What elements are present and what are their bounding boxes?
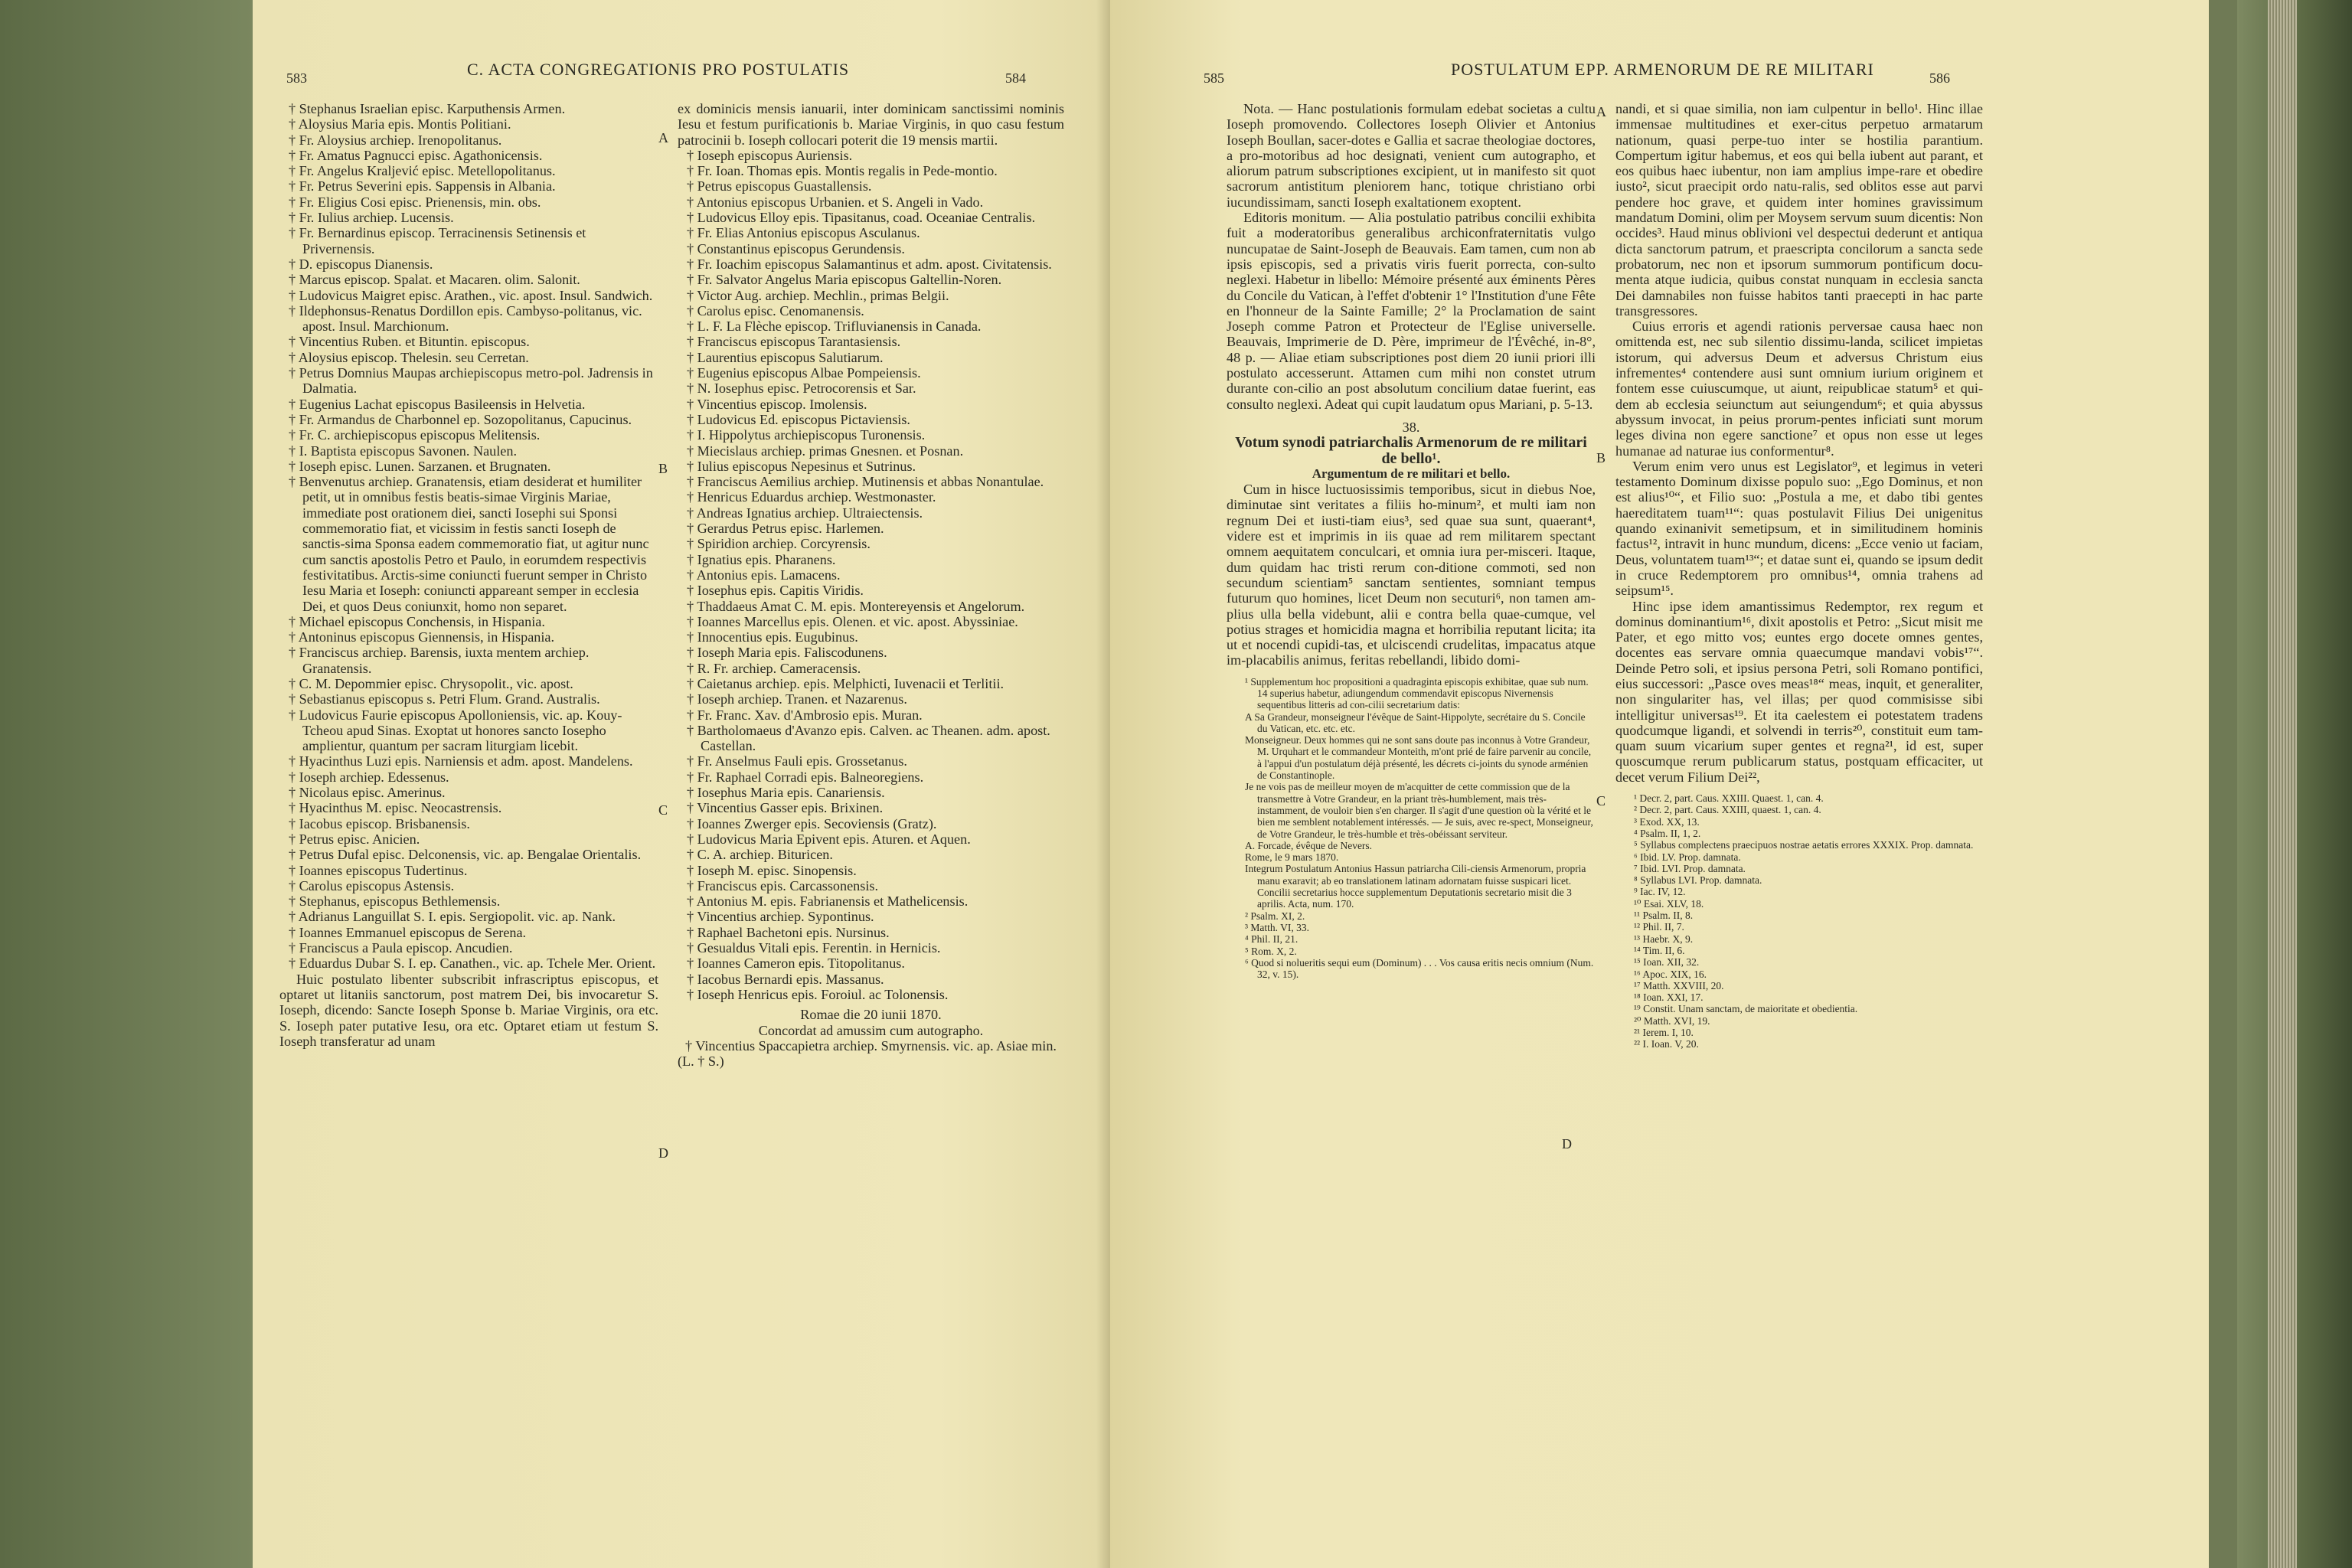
right-page-right-column — [1615, 101, 1983, 1050]
right-column-footnotes — [1615, 792, 1983, 1050]
signatory-entry: † Antonius epis. Lamacens. — [687, 567, 841, 583]
signatory-entry: † Vincentius Gasser epis. Brixinen. — [687, 800, 884, 816]
footnote: ⁶ Quod si nolueritis sequi eum (Dominum) . . . Vos causa eritis necis omnium (Num. 32, v. 15). — [1245, 956, 1594, 981]
signatory-entry: † Vincentius Ruben. et Bituntin. episcopus. — [289, 334, 530, 350]
signatory-entry: † Petrus episcopus Guastallensis. — [687, 178, 872, 194]
page-number-584: 584 — [1005, 70, 1026, 86]
votum-body: Cum in hisce luctuosissimis temporibus, sicut in diebus Noe, diminutae sint veritates a filiis ho-minum², et multi iam non regnum Dei et iusti-tiam eius³, sed quae sua sunt, quaerant⁴, videre est et imprimis in iis quae ad rem militarem spectant omnem aequitatem conculcari, et omnia iura per-misceri. Itaque, dum quidam hac tristi rerum con-ditione commoti, sed non secundum scientiam⁵ sanctam sentientes, somniant tempus futurum quo homines, licet Deum non secuturi⁶, non tamen am-plius ulla bella videbunt, alii e contra bella quae-cumque, vel potius strages et homicidia magna et horribilia reputant licita; ita ut et nocendi cupidi-tas, et ulciscendi crudelitas, impacatus atque im-placabilis animus, feritas rebellandi, libido domi- — [1227, 482, 1596, 668]
votum-continuation-1: nandi, et si quae similia, non iam culpentur in bello¹. Hinc illae immensae multitudines et exer-citus perpetuo armatarum nationum, quasi perpe-tuo inter se hostilia parantium. Compertum igitur habemus, et eos qui bella iubent aut parant, et eos quibus haec iubentur, non iam amplius impe-rare et obedire iusto², sicut praecipit ordo natu-ralis, sed oblitos esse aut parvi pendere hoc grave, et quidem inter homines gravissimum mandatum Domini, olim per Moysem servum suum dicentis: Non occides³. Haud minus oblivioni vel despectui dederunt et antiqua dicta sanctorum patrum, et praescripta concilorum a sancta sede probatorum, nec non et ipsorum summorum pontificum docu-menta atque iudicia, quibus constat nunquam in ecclesia sancta Dei damnabiles non fuisse habitos tanti praecepti in hac parte transgressores. — [1615, 101, 1983, 318]
signatory-entry: † Constantinus episcopus Gerundensis. — [687, 240, 905, 256]
nota-paragraph: Nota. — Hanc postulationis formulam edebat societas a cultu Ioseph promovendo. Collectores Ioseph Olivier et Antonius Ioseph Boullan, sacer-dotes e Gallia et sacrae theologiae doctores, a pro-motoribus ad hoc designati, venient cum autographo, et aliorum patrum subscriptiones excipient, ut in manifesto sit quot sacrorum antistitum pleniorem hanc, totique christiano orbi iucundissimam, sancti Ioseph exaltationem exoptent. — [1227, 101, 1596, 210]
signatory-entry: † Ioseph Maria epis. Faliscodunens. — [687, 645, 887, 661]
footnote: ¹ Decr. 2, part. Caus. XXIII. Quaest. 1, can. 4. — [1634, 792, 1824, 805]
footnote: ²⁰ Matth. XVI, 19. — [1634, 1014, 1710, 1027]
signatory-entry: † C. A. archiep. Bituricen. — [687, 847, 833, 863]
signatory-entry: † Ildephonsus-Renatus Dordillon epis. Cambyso-politanus, vic. apost. Insul. Marchionum. — [289, 302, 642, 335]
signatory-entry: † Fr. Ioan. Thomas epis. Montis regalis in Pede-montio. — [687, 163, 998, 179]
footnote: ³ Exod. XX, 13. — [1634, 815, 1700, 828]
signatory-entry: † Iosephus epis. Capitis Viridis. — [687, 583, 864, 599]
signatory-entry: † Eugenius episcopus Albae Pompeiensis. — [687, 365, 921, 381]
signatory-entry: † Ludovicus Maria Epivent epis. Aturen. et Aquen. — [687, 831, 971, 847]
footnote: Je ne vois pas de meilleur moyen de m'acquitter de cette commission que de la transmettre à Votre Grandeur, en la priant très-humblement, mais très-instamment, de vouloir bien s'en charger. Il s'agit d'une question où la vérité et le bien me semblent notablement intéressés. — Je suis, avec re-spect, Monseigneur, de Votre Grandeur, le très-humble et très-obéissant serviteur. — [1245, 781, 1593, 840]
footnote: ¹² Phil. II, 7. — [1634, 921, 1684, 933]
footnote: ⁶ Ibid. LV. Prop. damnata. — [1634, 851, 1741, 863]
signatory-entry: † Aloysius episcop. Thelesin. seu Cerretan. — [289, 349, 529, 365]
col2-signature-list — [678, 148, 1064, 1002]
signatory-entry: † N. Iosephus episc. Petrocorensis et Sar. — [687, 381, 916, 397]
signatory-entry: † Fr. Aloysius archiep. Irenopolitanus. — [289, 132, 502, 148]
signatory-entry: † Fr. C. archiepiscopus episcopus Melitensis. — [289, 427, 541, 443]
signatory-entry: † Thaddaeus Amat C. M. epis. Montereyensis et Angelorum. — [687, 598, 1025, 614]
signatory-entry: † Carolus episcopus Astensis. — [289, 877, 455, 893]
signatory-entry: † Ioseph archiep. Tranen. et Nazarenus. — [687, 691, 907, 707]
footnote: A Sa Grandeur, monseigneur l'évêque de Saint-Hippolyte, secrétaire du S. Concile du Vatican, etc. etc. etc. — [1245, 710, 1586, 734]
right-running-header: POSTULATUM EPP. ARMENORUM DE RE MILITARI — [1451, 60, 1874, 79]
signatory-entry: † Benvenutus archiep. Granatensis, etiam desiderat et humiliter petit, ut in omnibus festis beatis-simae Virginis Mariae, immediate post orationem diei, sancti Iosephi sui Sponsi commemoratio fiat, et vicissim in festis sancti Ioseph de sanctis-sima Sponsa eadem commemoratio fiat, ut agitur nunc cum sanctis apostolis Petro et Paulo, in eorumdem respectivis festivitatibus. Arctis-sime coniuncti fuerunt semper in Christo Iesu Maria et Ioseph: coniuncti appareant semper in ecclesia Dei, et quos Deus coniunxit, homo non separet. — [289, 474, 649, 614]
signatory-entry: † Antoninus episcopus Giennensis, in Hispania. — [289, 629, 555, 645]
section-title: Votum synodi patriarchalis Armenorum de re militari de bello¹. — [1235, 434, 1587, 467]
smyrna-signature: † Vincentius Spaccapietra archiep. Smyrnensis. vic. ap. Asiae min. — [685, 1037, 1057, 1054]
signatory-entry: † Marcus episcop. Spalat. et Macaren. olim. Salonit. — [289, 272, 580, 288]
margin-marker-a-right: A — [1596, 104, 1606, 119]
footnote: ⁸ Syllabus LVI. Prop. damnata. — [1634, 874, 1762, 887]
signatory-entry: † Fr. Anselmus Fauli epis. Grossetanus. — [687, 753, 907, 769]
footnote: Integrum Postulatum Antonius Hassun patriarcha Cili-ciensis Armenorum, propria manu exaravit; ab eo translationem latinam adornatam fuisse suspicari licet. Concilii secretarius hocce supplementum Deputationis secretario misit die 3 aprilis. Acta, num. 170. — [1245, 863, 1586, 910]
editoris-monitum: Editoris monitum. — Alia postulatio patribus concilii exhibita fuit a moderatoribus generalibus archiconfraternitatis vulgo nuncupatae de Saint-Joseph de Beauvais. Eam tamen, cum non ab ipsis episcopis, sed a privatis viris fuerit porrecta, con-sulto neglexi. Habetur in libello: Mémoire présenté aux éminents Pères du Concile du Vatican, à l'effet d'obtenir 1° l'Institution d'une Fête en l'honneur de la Sainte Famille; 2° la Proclamation de saint Joseph comme Patron et Protecteur de l'Eglise universelle. Beauvais, Imprimerie de D. Père, imprimeur de l'Évêché, in-8°, 48 p. — Aliae etiam subscriptiones post diem 20 iunii priori illi postulato accesserunt. Attamen cum mihi non constet utrum durante con-cilio an post absolutum concilium datae fuerint, eas consulto neglexi. Adeat qui cupit laudatum opus Mariani, p. 5-13. — [1227, 210, 1596, 412]
signatory-entry: † Franciscus epis. Carcassonensis. — [687, 877, 879, 893]
signatory-entry: † Fr. Armandus de Charbonnel ep. Sozopolitanus, Capucinus. — [289, 411, 632, 427]
signatory-entry: † Fr. Iulius archiep. Lucensis. — [289, 210, 454, 226]
signatory-entry: † Ioannes Zwerger epis. Secoviensis (Gratz). — [687, 815, 937, 831]
footnote: ⁷ Ibid. LVI. Prop. damnata. — [1634, 862, 1746, 874]
footnote: ⁹ Iac. IV, 12. — [1634, 886, 1686, 898]
footnote: ⁴ Phil. II, 21. — [1245, 933, 1298, 946]
signatory-entry: † Gerardus Petrus episc. Harlemen. — [687, 521, 884, 537]
signatory-entry: † Vincentius archiep. Sypontinus. — [687, 909, 874, 925]
signatory-entry: † Fr. Franc. Xav. d'Ambrosio epis. Muran. — [687, 707, 923, 723]
signatory-entry: † Laurentius episcopus Salutiarum. — [687, 349, 884, 365]
footnote: ¹¹ Psalm. II, 8. — [1634, 910, 1694, 922]
footnote: A. Forcade, évêque de Nevers. — [1245, 839, 1373, 851]
signatory-entry: † Franciscus archiep. Barensis, iuxta mentem archiep. Granatensis. — [289, 645, 590, 676]
signatory-entry: † Eduardus Dubar S. I. ep. Canathen., vic. ap. Tchele Mer. Orient. — [289, 956, 656, 972]
footnote: ² Psalm. XI, 2. — [1245, 910, 1305, 922]
signatory-entry: † Carolus episc. Cenomanensis. — [687, 302, 864, 318]
signatory-entry: † Petrus episc. Anicien. — [289, 831, 420, 847]
left-column-footnotes — [1227, 676, 1596, 981]
right-page-left-column — [1227, 101, 1596, 980]
signatory-entry: † Antonius M. epis. Fabrianensis et Mathelicensis. — [687, 893, 969, 910]
footnote: ⁴ Psalm. II, 1, 2. — [1634, 827, 1701, 839]
signatory-entry: † Adrianus Languillat S. I. epis. Sergiopolit. vic. ap. Nank. — [289, 909, 616, 925]
footnote: ¹⁵ Ioan. XII, 32. — [1634, 956, 1700, 969]
signatory-entry: † Bartholomaeus d'Avanzo epis. Calven. ac Theanen. adm. apost. Castellan. — [687, 722, 1050, 754]
margin-marker-b-right: B — [1596, 450, 1606, 466]
footnote: ²¹ Ierem. I, 10. — [1634, 1027, 1694, 1038]
signatory-entry: † Ioannes episcopus Tudertinus. — [289, 862, 468, 878]
col2-intro: ex dominicis mensis ianuarii, inter dominicam sanctissimi nominis Iesu et festum purificationis b. Mariae Virginis, in quo casu festum patrocinii b. Ioseph collocari poterit die 19 mensis martii. — [678, 101, 1064, 148]
signatory-entry: † Ioseph Henricus epis. Foroiul. ac Tolonensis. — [687, 986, 949, 1002]
signatory-entry: † Iulius episcopus Nepesinus et Sutrinus. — [687, 458, 916, 474]
page-number-585: 585 — [1204, 70, 1224, 86]
signatory-entry: † Ioseph episcopus Auriensis. — [687, 147, 853, 163]
footnote: ⁵ Syllabus complectens praecipuos nostrae aetatis errores XXXIX. Prop. damnata. — [1634, 839, 1974, 851]
footnote: ⁵ Rom. X, 2. — [1245, 945, 1297, 957]
signatory-entry: † Franciscus episcopus Tarantasiensis. — [687, 334, 901, 350]
signatory-entry: † Gesualdus Vitali epis. Ferentin. in Hernicis. — [687, 940, 941, 956]
footnote: ¹⁶ Apoc. XIX, 16. — [1634, 968, 1707, 980]
signatory-entry: † Iacobus episcop. Brisbanensis. — [289, 815, 470, 831]
signatory-entry: † Fr. Bernardinus episcop. Terracinensis Setinensis et Privernensis. — [289, 225, 586, 256]
signatory-entry: † Stephanus, episcopus Bethlemensis. — [289, 893, 501, 910]
signatory-entry: † Henricus Eduardus archiep. Westmonaster. — [687, 489, 936, 505]
page-number-586: 586 — [1929, 70, 1950, 86]
footnote: ¹³ Haebr. X, 9. — [1634, 933, 1694, 945]
margin-marker-a: A — [658, 130, 668, 145]
footnote: ¹⁴ Tim. II, 6. — [1634, 944, 1685, 956]
signatory-entry: † Aloysius Maria epis. Montis Politiani. — [289, 116, 511, 132]
margin-marker-d-right: D — [1562, 1136, 1572, 1152]
signatory-entry: † Ioseph archiep. Edessenus. — [289, 769, 449, 785]
page-edges — [2268, 0, 2297, 1568]
votum-continuation-2: Cuius erroris et agendi rationis perversae causa haec non omittenda est, nec sub silentio dissimu-landa, scilicet impietas istorum, qui adversus Deum et adversus Christum eius infrementes⁴ contendere ausi sunt omnium iurium originem et fontem esse cuiuscumque, ut aiunt, reipublicae statum⁵ et qui-dem ab ecclesia seiunctum aut seiungendum⁶; et quia abyssus abyssum invocat, in peius prorum-pentes inficiati sunt morum leges divina non egere sanctione⁷ et opus non esse ut leges humanae ad naturae ius conformentur⁸. — [1615, 318, 1983, 459]
signatory-entry: † Hyacinthus M. episc. Neocastrensis. — [289, 800, 502, 816]
signatory-entry: † Ludovicus Maigret episc. Arathen., vic. apost. Insul. Sandwich. — [289, 287, 653, 303]
signatory-entry: † Ludovicus Ed. episcopus Pictaviensis. — [687, 411, 910, 427]
signatory-entry: † Fr. Salvator Angelus Maria episcopus Galtellin-Noren. — [687, 272, 1002, 288]
left-column-signatories — [279, 101, 658, 1049]
margin-marker-d: D — [658, 1145, 668, 1161]
left-page — [253, 0, 1110, 1568]
signatory-entry: † C. M. Depommier episc. Chrysopolit., vic. apost. — [289, 675, 573, 691]
footnote: Monseigneur. Deux hommes qui ne sont sans doute pas inconnus à Votre Grandeur, M. Urquhart et le commandeur Monteith, m'ont prié de faire parvenir au concile, à l'appui d'un postulatum déjà présenté, les décrets ci-joints du synode arménien de Constantinople. — [1245, 734, 1592, 782]
footnote: ¹⁹ Constit. Unam sanctam, de maioritate et obedientia. — [1634, 1003, 1858, 1015]
signatory-entry: † Vincentius episcop. Imolensis. — [687, 396, 867, 412]
seal-mark: (L. † S.) — [678, 1054, 724, 1070]
signatory-entry: † Ludovicus Elloy epis. Tipasitanus, coad. Oceaniae Centralis. — [687, 210, 1036, 226]
signatory-entry: † Fr. Petrus Severini epis. Sappensis in Albania. — [289, 178, 556, 194]
footnote: ¹⁸ Ioan. XXI, 17. — [1634, 991, 1704, 1004]
margin-marker-b: B — [658, 461, 668, 476]
signatory-entry: † Sebastianus episcopus s. Petri Flum. Grand. Australis. — [289, 691, 600, 707]
signatory-entry: † Fr. Elias Antonius episcopus Asculanus. — [687, 225, 920, 241]
signatory-entry: † Franciscus Aemilius archiep. Mutinensis et abbas Nonantulae. — [687, 474, 1044, 490]
margin-marker-c: C — [658, 802, 668, 818]
signatory-entry: † Raphael Bachetoni epis. Nursinus. — [687, 924, 890, 940]
votum-continuation-4: Hinc ipse idem amantissimus Redemptor, rex regum et dominus dominantium¹⁶, dixit apostolis et Petro: „Sicut misit me Pater, et ego mitto vos; euntes ergo docete omnes gentes, docentes eas servare omnia quaecumque mandavi vobis¹⁷“. Deinde Petro soli, et ipsius persona Petri, soli Romano pontifici, eius successori: „Pasce oves meas¹⁸“ meas, inquit, et generaliter, non singulariter has, vel illas; per quod commisisse sibi intelligitur universas¹⁹. Et ita caelestem ei potestatem tradens quodcumque ligandi, et solvendi in terris²⁰, constituit eum tam-quam suum vicarium super gentes et regna²¹, id est, super quoscumque rerum publicarum status, postquam efficaciter, ut decet verum Filium Dei²², — [1615, 598, 1983, 785]
right-page — [1110, 0, 2209, 1568]
left-running-header: C. ACTA CONGREGATIONIS PRO POSTULATIS — [467, 60, 850, 79]
signatory-entry: † I. Baptista episcopus Savonen. Naulen. — [289, 443, 518, 459]
footnote: ¹⁰ Esai. XLV, 18. — [1634, 897, 1704, 910]
signatory-entry: † I. Hippolytus archiepiscopus Turonensis. — [687, 427, 926, 443]
signatory-entry: † Antonius episcopus Urbanien. et S. Angeli in Vado. — [687, 194, 984, 210]
signatory-entry: † Ioannes Cameron epis. Titopolitanus. — [687, 956, 905, 972]
signatory-entry: † Innocentius epis. Eugubinus. — [687, 629, 858, 645]
footnote: ³ Matth. VI, 33. — [1245, 921, 1310, 933]
signatory-entry: † Petrus Domnius Maupas archiepiscopus metro-pol. Jadrensis in Dalmatia. — [289, 365, 653, 397]
signatory-entry: † Fr. Ioachim episcopus Salamantinus et adm. apost. Civitatensis. — [687, 256, 1052, 272]
signatory-entry: † Nicolaus episc. Amerinus. — [289, 785, 446, 801]
footnote: ¹ Supplementum hoc propositioni a quadraginta episcopis exhibitae, quae sub num. 14 superius habetur, adiungendum commendavit episcopus Nivernensis sequentibus litteris ad con-cilii secretarium datis: — [1245, 675, 1589, 711]
signatory-entry: † Michael episcopus Conchensis, in Hispania. — [289, 613, 545, 629]
margin-marker-c-right: C — [1596, 793, 1606, 808]
signatory-entry: † Fr. Angelus Kraljević episc. Metellopolitanus. — [289, 163, 556, 179]
footnote: Rome, le 9 mars 1870. — [1245, 851, 1339, 864]
footnote: ² Decr. 2, part. Caus. XXIII, quaest. 1, can. 4. — [1634, 804, 1821, 816]
signatory-entry: † Iosephus Maria epis. Canariensis. — [687, 785, 885, 801]
closing-paragraph: Huic postulato libenter subscribit infrascriptus episcopus, et optaret ut litaniis sanctorum, post matrem Dei, bis invocaretur S. Ioseph, dicendo: Sancte Ioseph Sponse b. Mariae Virginis, ora etc. S. Ioseph pater putative Iesu, ora etc. Optaret etiam ut festum S. Ioseph transferatur ad unam — [279, 971, 658, 1049]
signatory-entry: † Fr. Amatus Pagnucci episc. Agathonicensis. — [289, 147, 543, 163]
signatory-entry: † Stephanus Israelian episc. Karputhensis Armen. — [289, 101, 566, 116]
concordat-line: Concordat ad amussim cum autographo. — [758, 1022, 984, 1038]
right-column-signatories — [678, 101, 1064, 1069]
section-subtitle: Argumentum de re militari et bello. — [1312, 466, 1511, 481]
book-background-left — [0, 0, 253, 1568]
signatory-entry: † Ioseph M. episc. Sinopensis. — [687, 862, 857, 878]
signatory-entry: † L. F. La Flèche episcop. Trifluvianensis in Canada. — [687, 318, 982, 335]
signatory-entry: † Iacobus Bernardi epis. Massanus. — [687, 971, 884, 987]
page-number-583: 583 — [286, 70, 307, 86]
signatory-entry: † Ioannes Emmanuel episcopus de Serena. — [289, 924, 527, 940]
footnote: ²² I. Ioan. V, 20. — [1634, 1038, 1699, 1050]
signatory-entry: † Ioannes Marcellus epis. Olenen. et vic. apost. Abyssiniae. — [687, 613, 1018, 629]
signatory-entry: † D. episcopus Dianensis. — [289, 256, 433, 272]
signatory-entry: † Fr. Eligius Cosi episc. Prienensis, min. obs. — [289, 194, 541, 210]
signatory-entry: † Spiridion archiep. Corcyrensis. — [687, 536, 871, 552]
signatory-entry: † Franciscus a Paula episcop. Ancudien. — [289, 940, 513, 956]
signatory-entry: † Petrus Dufal episc. Delconensis, vic. ap. Bengalae Orientalis. — [289, 847, 642, 863]
signatory-entry: † R. Fr. archiep. Cameracensis. — [687, 660, 861, 676]
signatory-entry: † Ludovicus Faurie episcopus Apolloniensis, vic. ap. Kouy-Tcheou apud Sinas. Exoptat ut honores sancto Iosepho amplientur, quantum per sacram liturgiam licebit. — [289, 707, 622, 754]
signatory-entry: † Caietanus archiep. epis. Melphicti, Iuvenacii et Terlitii. — [687, 675, 1004, 691]
signatory-entry: † Miecislaus archiep. primas Gnesnen. et Posnan. — [687, 443, 964, 459]
signatory-entry: † Fr. Raphael Corradi epis. Balneoregiens. — [687, 769, 924, 785]
signatory-entry: † Eugenius Lachat episcopus Basileensis in Helvetia. — [289, 396, 586, 412]
votum-continuation-3: Verum enim vero unus est Legislator⁹, et legimus in veteri testamento Dominum dixisse populo suo: „Ego Dominus, et non est alius¹⁰“, et Filio suo: „Postula a me, et dabo tibi gentes haereditatem tuam¹¹“: quas postulavit Filius Dei unigenitus quando exinanivit semetipsum, et in similitudinem hominis factus¹², intravit in hunc mundum, dicens: „Ecce venio ut faciam, Deus, voluntatem tuam¹³“; et datae sunt ei, quando se ipsum dedit in cruce Redemptorem pro omnibus¹⁴, omnia trahens ad seipsum¹⁵. — [1615, 458, 1983, 599]
footnote: ¹⁷ Matth. XXVIII, 20. — [1634, 979, 1724, 991]
signatory-entry: † Ioseph episc. Lunen. Sarzanen. et Brugnaten. — [289, 458, 551, 474]
signatory-entry: † Victor Aug. archiep. Mechlin., primas Belgii. — [687, 287, 949, 303]
section-number: 38. — [1402, 419, 1420, 435]
date-line: Romae die 20 iunii 1870. — [800, 1007, 942, 1023]
signatory-entry: † Hyacinthus Luzi epis. Narniensis et adm. apost. Mandelens. — [289, 753, 633, 769]
signatory-entry: † Ignatius epis. Pharanens. — [687, 551, 836, 567]
signatory-entry: † Andreas Ignatius archiep. Ultraiectensis. — [687, 505, 923, 521]
